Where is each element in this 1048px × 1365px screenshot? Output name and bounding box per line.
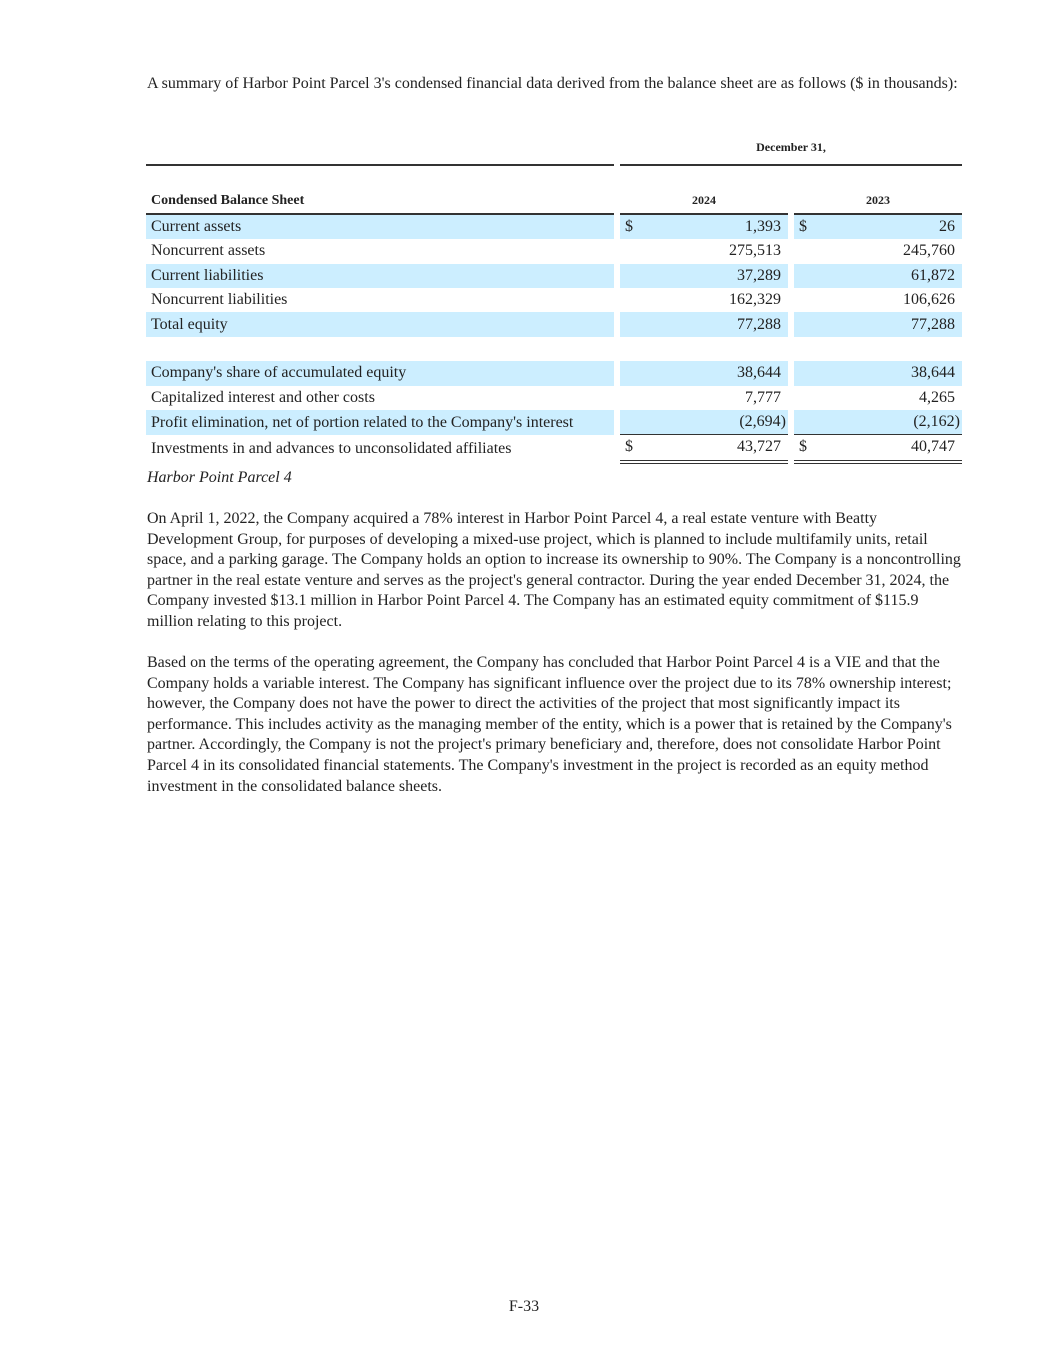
currency-symbol: $ <box>620 215 649 239</box>
value-2024: 77,288 <box>649 312 788 336</box>
table-row <box>146 288 962 312</box>
value-2023: 77,288 <box>823 312 962 336</box>
value-2023: 26 <box>823 215 962 239</box>
value-2024: 7,777 <box>745 388 781 406</box>
value-2024: 162,329 <box>729 291 781 309</box>
currency-symbol: $ <box>794 435 823 463</box>
value-2023: 61,872 <box>823 264 962 288</box>
table-row <box>146 264 962 288</box>
currency-symbol <box>620 386 649 410</box>
row-label: Current liabilities <box>146 264 614 288</box>
currency-symbol <box>620 312 649 336</box>
year-header-2023: 2023 <box>794 188 962 214</box>
value-2023: 4,265 <box>919 388 955 406</box>
year-header-2024: 2024 <box>620 188 788 214</box>
currency-symbol <box>620 410 649 435</box>
currency-symbol <box>794 361 823 385</box>
value-2023: 245,760 <box>903 242 955 260</box>
row-label: Current assets <box>146 215 614 239</box>
currency-symbol <box>794 288 823 312</box>
value-2024: 1,393 <box>649 215 788 239</box>
currency-symbol: $ <box>794 215 823 239</box>
value-2023: (2,162) <box>823 410 962 435</box>
currency-symbol <box>794 410 823 435</box>
currency-symbol: $ <box>620 435 649 463</box>
paragraph: Based on the terms of the operating agreement, the Company has concluded that Harbor Point Parcel 4 is a VIE and that the Company holds a variable interest. The Company has significant influence over the project due to its 78% ownership interest; however, the Company does not have the power to direct the activities of the project that most significantly impact its performance. This includes activity as the managing member of the entity, which is a power that is retained by the Company's partner. Accordingly, the Company is not the project's primary beneficiary and, therefore, does not consolidate Harbor Point Parcel 4 in its consolidated financial statements. The Company's investment in the project is recorded as an equity method investment in the consolidated balance sheets. <box>147 654 952 795</box>
section-heading: Harbor Point Parcel 4 <box>147 469 292 486</box>
value-2023: 106,626 <box>903 291 955 309</box>
table-row <box>146 361 962 385</box>
row-label: Company's share of accumulated equity <box>146 361 614 385</box>
row-label: Total equity <box>146 312 614 336</box>
condensed-balance-sheet-table <box>146 140 962 464</box>
value-2024: 37,289 <box>649 264 788 288</box>
row-label: Profit elimination, net of portion related to the Company's interest <box>146 410 614 435</box>
table-row <box>146 435 962 463</box>
row-label: Capitalized interest and other costs <box>151 388 375 406</box>
paragraph: On April 1, 2022, the Company acquired a 78% interest in Harbor Point Parcel 4, a real estate venture with Beatty Development Group, for purposes of developing a mixed-use project, which is planned to include multifamily units, retail space, and a parking garage. The Company holds an option to increase its ownership to 90%. The Company is a noncontrolling partner in the real estate venture and serves as the project's general contractor. During the year ended December 31, 2024, the Company invested $13.1 million in Harbor Point Parcel 4. The Company has an estimated equity commitment of $115.9 million relating to this project. <box>147 510 961 630</box>
value-2023: 38,644 <box>823 361 962 385</box>
value-2024: 275,513 <box>729 242 781 260</box>
currency-symbol <box>620 264 649 288</box>
table-row <box>146 215 962 239</box>
intro-paragraph: A summary of Harbor Point Parcel 3's condensed financial data derived from the balance sheet are as follows ($ in thousands): <box>147 75 958 92</box>
currency-symbol <box>620 239 649 263</box>
value-2024: 38,644 <box>649 361 788 385</box>
currency-symbol <box>620 361 649 385</box>
period-header: December 31, <box>620 140 962 166</box>
table-row <box>146 312 962 336</box>
currency-symbol <box>794 312 823 336</box>
value-2024: 43,727 <box>649 435 788 463</box>
value-2023: 40,747 <box>823 435 962 463</box>
table-title: Condensed Balance Sheet <box>146 188 614 214</box>
row-label: Noncurrent assets <box>151 242 266 260</box>
currency-symbol <box>794 239 823 263</box>
currency-symbol <box>794 386 823 410</box>
table-row <box>146 386 962 410</box>
table-row <box>146 239 962 263</box>
page-number: F-33 <box>508 1298 540 1315</box>
table-row <box>146 337 962 361</box>
row-label: Noncurrent liabilities <box>151 291 288 309</box>
table-row <box>146 410 962 435</box>
currency-symbol <box>620 288 649 312</box>
value-2024: (2,694) <box>649 410 788 435</box>
currency-symbol <box>794 264 823 288</box>
row-label: Investments in and advances to unconsolidated affiliates <box>151 440 512 458</box>
